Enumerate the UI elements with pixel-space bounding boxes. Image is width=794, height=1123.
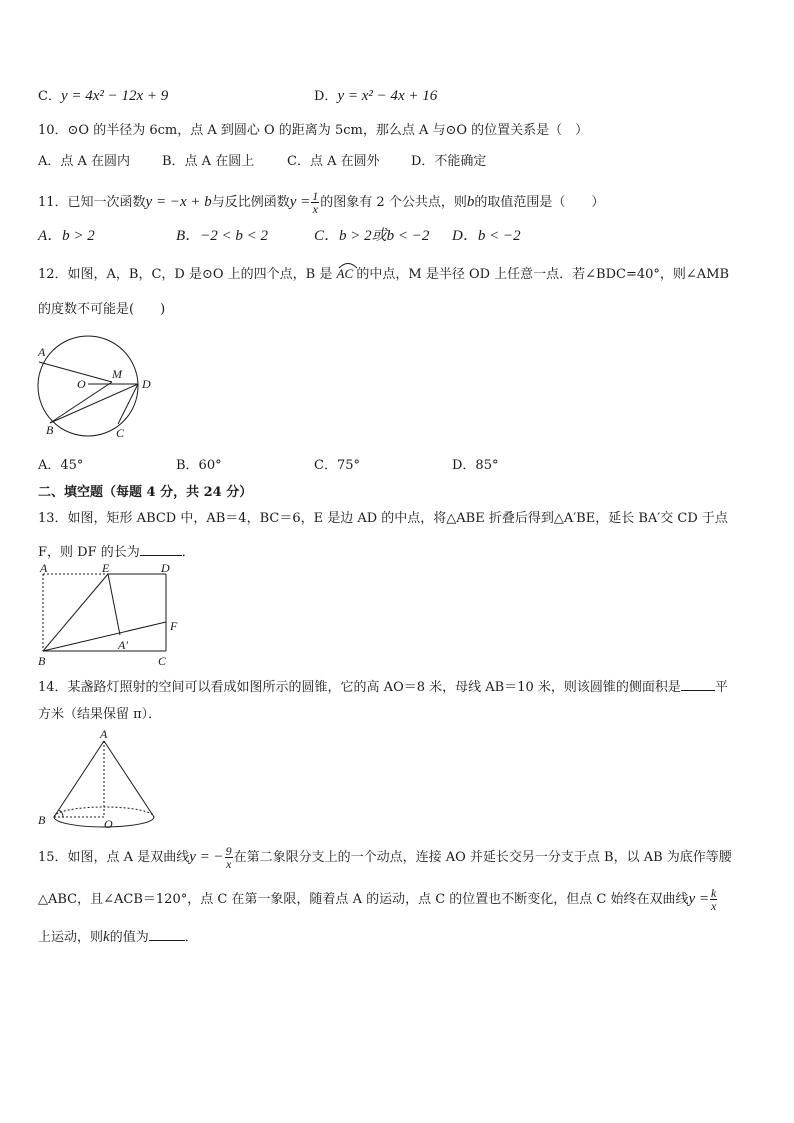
q9-option-d: D．y = x² − 4x + 16 — [314, 88, 438, 104]
label-c: C — [158, 654, 167, 668]
arc-ac-symbol: AC — [337, 266, 357, 281]
label-d: D — [142, 377, 151, 391]
q12-option-b: B．60° — [176, 458, 222, 473]
q12-option-d: D．85° — [452, 458, 499, 473]
segment-be — [43, 574, 108, 651]
label-d: D — [161, 561, 170, 575]
cone-base-back-dashed — [54, 807, 154, 817]
q10-stem: 10．⊙O 的半径为 6cm，点 A 到圆心 O 的距离为 5cm，那么点 A 与⊙O 的位置关系是（ ） — [38, 123, 589, 138]
q15-stem-line2: △ABC，且∠ACB＝120°，点 C 在第一象限，随着点 A 的运动，点 C 的位置也不断变化，但点 C 始终在双曲线y = $\frac{k}{x}$ — [38, 886, 717, 913]
q15-fraction-1: $\frac{9}{x}$ — [225, 844, 232, 871]
q10-option-b: B．点 A 在圆上 — [162, 154, 255, 169]
segment-am — [39, 362, 112, 382]
label-a: A — [100, 727, 108, 741]
q12-option-c: C．75° — [314, 458, 360, 473]
q12-circle-figure — [30, 330, 170, 445]
q14-cone-figure — [32, 726, 162, 836]
segment-ea-prime — [108, 574, 120, 635]
q15-fraction-2: $\frac{k}{x}$ — [711, 886, 717, 913]
segment-bd — [50, 384, 138, 423]
segment-bf — [43, 622, 166, 651]
section-2-title: 二、填空题（每题 4 分，共 24 分） — [38, 485, 253, 500]
q11-stem: 11．已知一次函数y = −x + b与反比例函数y = $\frac{1}{x}$ 的图象有 2 个公共点，则b的取值范围是（ ） — [38, 189, 605, 216]
arc-mark-icon — [337, 261, 359, 269]
q10-option-c: C．点 A 在圆外 — [287, 154, 380, 169]
q12-option-a: A．45° — [38, 458, 84, 473]
q10-option-d: D．不能确定 — [411, 154, 487, 169]
q13-rectangle-figure — [34, 560, 184, 670]
label-a: A — [40, 561, 48, 575]
label-a-prime: A′ — [118, 638, 128, 652]
label-a: A — [38, 345, 46, 359]
q13-stem-line2: F，则 DF 的长为 ． — [38, 541, 195, 563]
label-b: B — [46, 423, 54, 437]
q14-stem-line2: 方米（结果保留 π）． — [38, 707, 162, 722]
label-e: E — [102, 561, 110, 575]
q11-option-d: D．b < −2 — [452, 228, 521, 244]
angle-b-mark — [59, 810, 63, 817]
q13-answer-blank[interactable] — [140, 541, 182, 556]
q11-fraction: $\frac{1}{x}$ — [312, 189, 319, 216]
label-o: O — [104, 817, 113, 831]
label-m: M — [112, 367, 122, 381]
q12-stem-line2: 的度数不可能是( ) — [38, 302, 166, 317]
label-b: B — [38, 654, 46, 668]
q15-answer-blank[interactable] — [149, 926, 185, 941]
label-b: B — [38, 813, 46, 827]
q11-option-b: B．−2 < b < 2 — [176, 228, 269, 244]
q9-option-c: C．y = 4x² − 12x + 9 — [38, 88, 169, 104]
q15-stem-line1: 15．如图，点 A 是双曲线y = − $\frac{9}{x}$ 在第二象限分支上的一个动点，连接 AO 并延长交另一分支于点 B，以 AB 为底作等腰 — [38, 844, 732, 871]
q14-answer-blank[interactable] — [681, 676, 715, 691]
q13-stem-line1: 13．如图，矩形 ABCD 中，AB＝4，BC＝6，E 是边 AD 的中点，将△ABE 折叠后得到△A′BE，延长 BA′交 CD 于点 — [38, 511, 728, 526]
q14-stem-line1: 14．某盏路灯照射的空间可以看成如图所示的圆锥，它的高 AO＝8 米，母线 AB＝10 米，则该圆锥的侧面积是 平 — [38, 676, 728, 698]
q11-option-a: A．b > 2 — [38, 228, 95, 244]
q11-option-c: C．b > 2或b < −2 — [314, 228, 430, 244]
label-c: C — [116, 426, 125, 440]
generatrix-right — [104, 741, 154, 817]
label-o: O — [77, 377, 86, 391]
label-f: F — [170, 619, 178, 633]
q12-stem-line1: 12．如图，A，B，C，D 是⊙O 上的四个点，B 是 AC 的中点，M 是半径 OD 上任意一点．若∠BDC=40°，则∠AMB — [38, 264, 729, 285]
q10-option-a: A．点 A 在圆内 — [38, 154, 131, 169]
generatrix-ab — [54, 741, 104, 817]
q15-stem-line3: 上运动，则k的值为 ． — [38, 926, 198, 948]
